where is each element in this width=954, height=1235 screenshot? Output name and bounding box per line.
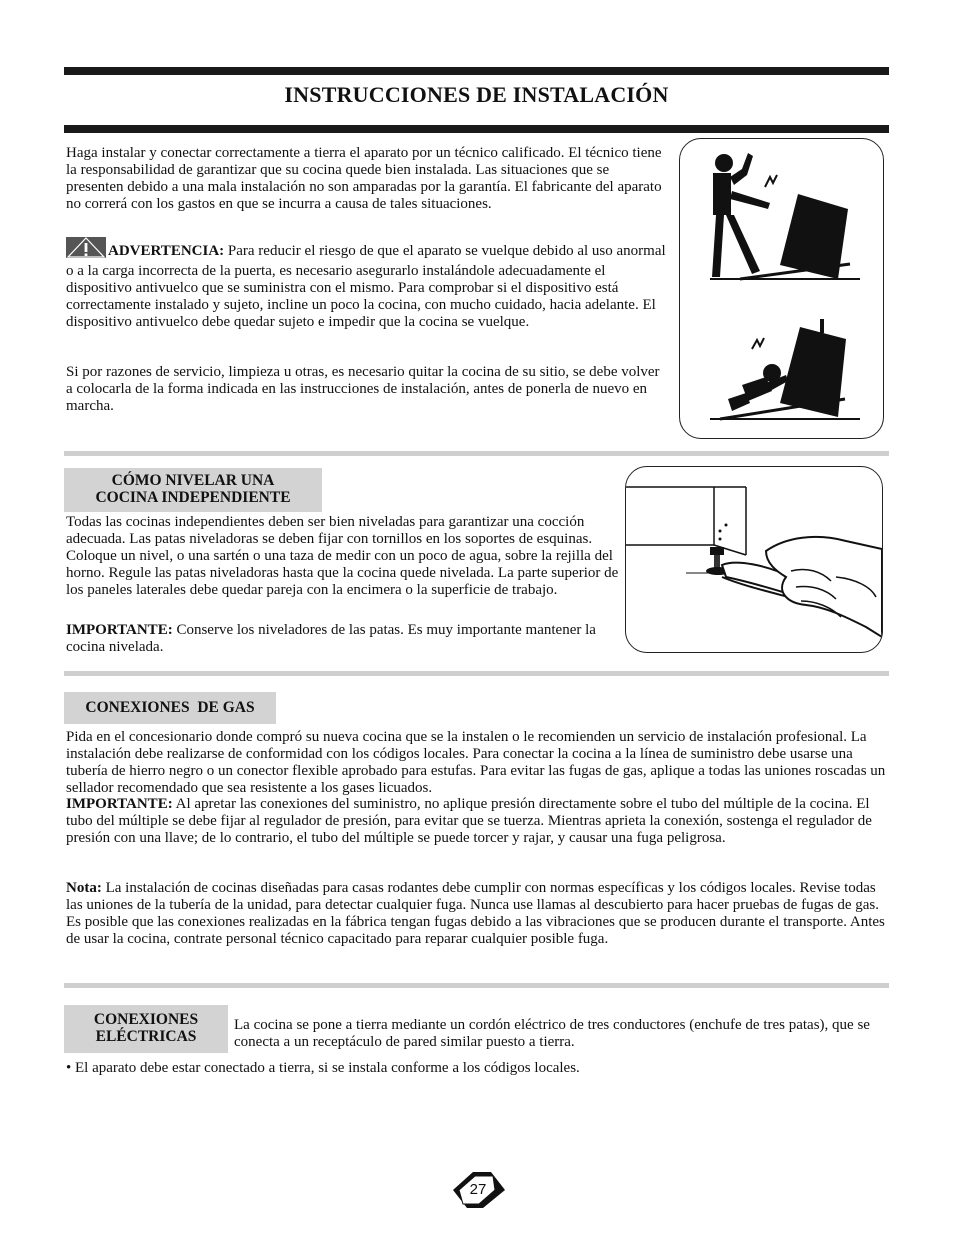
service-paragraph: Si por razones de servicio, limpieza u otras, es necesario quitar la cocina de su sitio, se debe volver a colocarla de la forma indicada en las instrucciones de instalación, antes de ponerla de nuevo en marcha. (66, 364, 660, 414)
gas-note-text: La instalación de cocinas diseñadas para casas rodantes debe cumplir con normas específicas y los códigos locales. Revise todas las uniones de la tubería de la unidad, para detectar cualquier fuga. Nunca use llamas al descubierto para hacer pruebas de fugas de gas. Es posible que las conexiones realizadas en la fábrica tengan fugas debido a las vibraciones que se producen durante el transporte. Antes de usar la cocina, contrate personal técnico capacitado para reparar cualquier posible fuga. (66, 880, 885, 947)
gas-important-label: IMPORTANTE: (66, 796, 173, 812)
leveling-heading (64, 468, 322, 512)
leveling-important (66, 622, 622, 656)
electric-heading-line1: CONEXIONES (93, 1011, 199, 1028)
leveling-important-label: IMPORTANTE: (66, 622, 173, 638)
page-number: 27 (469, 1181, 487, 1198)
warning-icon (66, 237, 106, 263)
gas-important (66, 796, 889, 847)
warning-text: Para reducir el riesgo de que el aparato se vuelque debido al uso anormal o a la carga incorrecta de la puerta, es necesario asegurarlo instalándole adecuadamente el dispositivo antivuelco que se suministra con el mismo. Para comprobar si el dispositivo está correctamente instalado y sujeto, incline un poco la cocina, con mucho cuidado, hacia adelante. El dispositivo antivuelco debe quedar sujeto e impedir que la cocina se vuelque. (66, 243, 666, 330)
gas-heading: CONEXIONES DE GAS (64, 692, 276, 724)
intro-paragraph: Haga instalar y conectar correctamente a tierra el aparato por un técnico calificado. El técnico tiene la responsabilidad de garantizar que su cocina quede bien instalada. Las situaciones que se presenten debido a una mala instalación no son amparadas por la garantía. El fabricante del aparato no correrá con los gastos en que se incurra a causa de tales situaciones. (66, 145, 662, 212)
top-rule (64, 67, 889, 75)
electric-heading (64, 1005, 228, 1053)
gas-note (66, 880, 889, 948)
gas-paragraph: Pida en el concesionario donde compró su nueva cocina que se la instalen o le recomienden un servicio de instalación profesional. La instalación debe realizarse de conformidad con los códigos locales. Para conectar la cocina a la línea de suministro debe usarse una tubería de hierro negro o un conector flexible aprobado para estufas. Para evitar las fugas de gas, aplique a todas las uniones roscadas un sellador recomendado que sea resistente a los gases licuados. (66, 729, 886, 796)
page-number-badge (449, 1170, 507, 1210)
section-divider (64, 671, 889, 676)
leveling-important-text: Conserve los niveladores de las patas. Es muy importante mantener la cocina nivelada. (66, 622, 596, 655)
leveling-heading-line1: CÓMO NIVELAR UNA (111, 472, 275, 489)
title-rule (64, 125, 889, 133)
section-divider (64, 451, 889, 456)
leveling-heading-line2: COCINA INDEPENDIENTE (95, 489, 291, 506)
leveling-leg-illustration (625, 466, 883, 653)
leveling-paragraph: Todas las cocinas independientes deben ser bien niveladas para garantizar una cocción adecuada. Las patas niveladoras se deben fijar con tornillos en los soportes de esquinas. Coloque un nivel, o una sartén o una taza de medir con un poco de agua, sobre la rejilla del horno. Regule las patas niveladoras hasta que la cocina quede nivelada. La parte superior de los paneles laterales debe quedar pareja con la encimera o la superficie de trabajo. (66, 514, 619, 598)
warning-label: ADVERTENCIA: (108, 243, 225, 259)
electric-bullet: • El aparato debe estar conectado a tierra, si se instala conforme a los códigos locales. (66, 1060, 580, 1076)
electric-heading-line2: ELÉCTRICAS (95, 1028, 197, 1045)
warning-paragraph (66, 237, 668, 331)
section-divider (64, 983, 889, 988)
electric-paragraph: La cocina se pone a tierra mediante un cordón eléctrico de tres conductores (enchufe de tres patas), que se conecta a un receptáculo de pared similar puesto a tierra. (234, 1017, 870, 1050)
gas-note-label: Nota: (66, 880, 102, 896)
anti-tip-illustration (679, 138, 884, 439)
gas-important-text: Al apretar las conexiones del suministro, no aplique presión directamente sobre el tubo del múltiple de la cocina. El tubo del múltiple se debe fijar al regulador de presión, para evitar que se tuerza. Mientras aprieta la conexión, sostenga el regulador de presión con una llave; de lo contrario, el tubo del múltiple se puede torcer y rajar, y causar una fuga peligrosa. (66, 796, 872, 846)
page-title: INSTRUCCIONES DE INSTALACIÓN (284, 82, 669, 107)
